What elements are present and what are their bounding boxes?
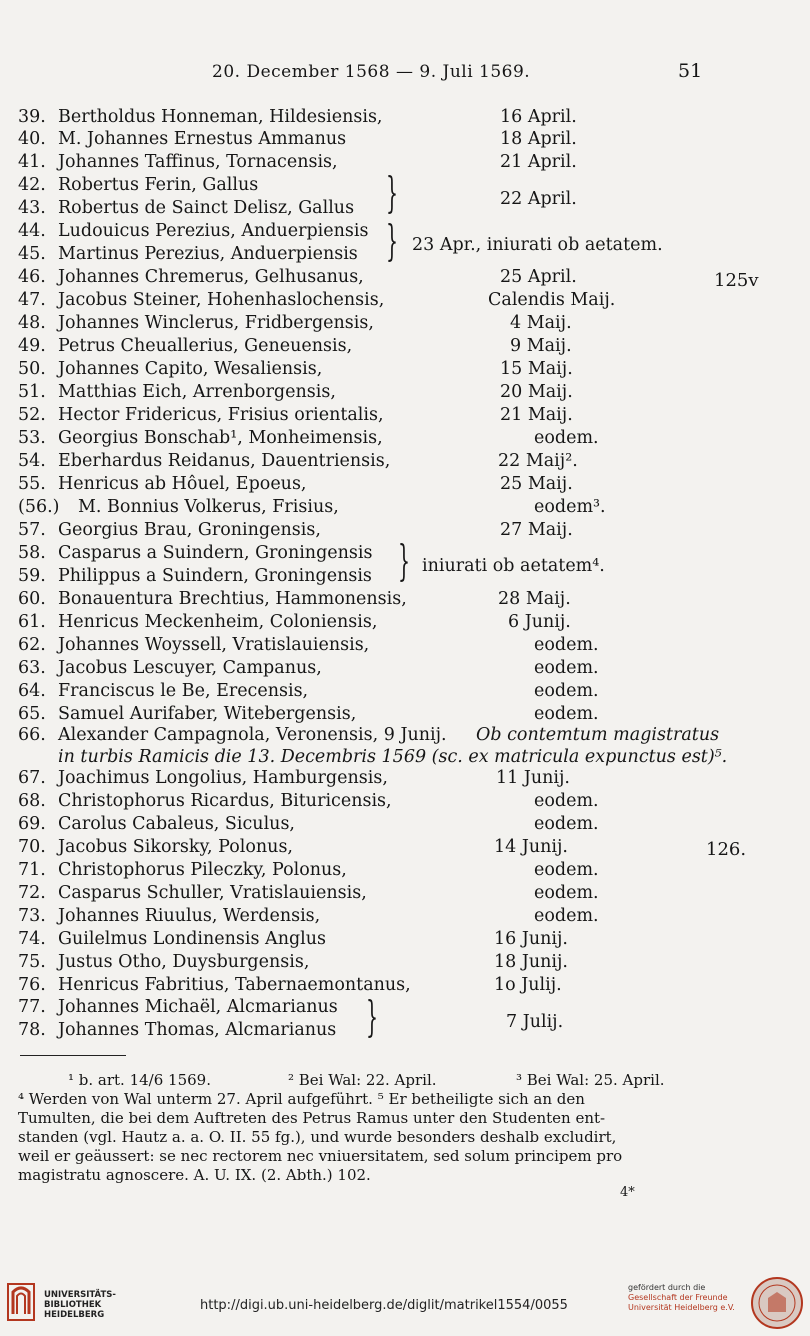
entry-row <box>18 611 778 633</box>
signature-mark: 4* <box>620 1185 635 1200</box>
footnote-3: ³ Bei Wal: 25. April. <box>516 1071 665 1089</box>
entry-row <box>18 680 778 702</box>
entry-number: 70. <box>18 837 46 857</box>
entry-name: Christophorus Pileczky, Polonus, <box>58 860 347 880</box>
entry-name: Jacobus Steiner, Hohenhaslochensis, <box>58 290 385 310</box>
entry-row <box>18 836 778 858</box>
entry-name: Alexander Campagnola, Veronensis, 9 Junij. <box>58 725 447 745</box>
entry-date: eodem. <box>534 428 599 448</box>
entry-number: 42. <box>18 175 46 195</box>
entry-date: eodem. <box>534 704 599 724</box>
entry-number: 65. <box>18 704 46 724</box>
entry-number: 40. <box>18 129 46 149</box>
footnote-4-5: ⁴ Werden von Wal unterm 27. April aufgeführt. ⁵ Er betheiligte sich an den <box>18 1090 585 1108</box>
entry-date: 6 Junij. <box>508 612 571 632</box>
entry-date: 21 April. <box>500 152 577 172</box>
entry-name: Jacobus Sikorsky, Polonus, <box>58 837 293 857</box>
entry-number: 39. <box>18 107 46 127</box>
entry-date: 11 Junij. <box>496 768 570 788</box>
entry-number: 47. <box>18 290 46 310</box>
entry-name: Matthias Eich, Arrenborgensis, <box>58 382 336 402</box>
entry-row <box>18 882 778 904</box>
entry-date: 16 Junij. <box>494 929 568 949</box>
footnote-rule <box>20 1055 126 1056</box>
entry-name: Casparus a Suindern, Groningensis <box>58 543 373 563</box>
entry-date: eodem. <box>534 814 599 834</box>
entry-row <box>18 496 778 518</box>
entry-date: eodem. <box>534 883 599 903</box>
entry-row <box>18 266 778 288</box>
entry-date: eodem. <box>534 860 599 880</box>
entry-date: eodem. <box>534 681 599 701</box>
footnote-text: weil er geäussert: se nec rectorem nec vniuersitatem, sed solum principem pro <box>18 1147 623 1165</box>
entry-number: 51. <box>18 382 46 402</box>
entry-number: 48. <box>18 313 46 333</box>
entry-name: Johannes Riuulus, Werdensis, <box>58 906 321 926</box>
entry-row <box>18 588 778 610</box>
entry-row <box>18 473 778 495</box>
entry-number: 71. <box>18 860 46 880</box>
sponsor-name-line2: Universität Heidelberg e.V. <box>628 1303 735 1312</box>
library-name-line1: UNIVERSITÄTS- <box>44 1290 116 1300</box>
entry-name: Carolus Cabaleus, Siculus, <box>58 814 295 834</box>
entry-row <box>18 312 778 334</box>
entry-name: Martinus Perezius, Anduerpiensis <box>58 244 358 264</box>
footnote-text: standen (vgl. Hautz a. a. O. II. 55 fg.), und wurde besonders deshalb excludirt, <box>18 1128 617 1146</box>
entry-name: Ludouicus Perezius, Anduerpiensis <box>58 221 369 241</box>
entry-row <box>18 905 778 927</box>
entry-row <box>18 358 778 380</box>
entry-date: 25 Maij. <box>500 474 573 494</box>
entry-date: 15 Maij. <box>500 359 573 379</box>
library-name-line2: BIBLIOTHEK <box>44 1300 102 1310</box>
brace-58-59: } <box>398 536 411 585</box>
entry-number: 54. <box>18 451 46 471</box>
entry-number: 43. <box>18 198 46 218</box>
entry-number: 66. <box>18 725 46 745</box>
entry-row <box>18 128 778 150</box>
entry-66-note-a: Ob contemtum magistratus <box>476 725 720 745</box>
entry-name: Johannes Woyssell, Vratislauiensis, <box>58 635 370 655</box>
entry-number: 77. <box>18 997 46 1017</box>
entry-number: 60. <box>18 589 46 609</box>
entry-number: 64. <box>18 681 46 701</box>
entry-date: eodem. <box>534 658 599 678</box>
entry-date: 9 Maij. <box>510 336 572 356</box>
entry-row <box>18 951 778 973</box>
entry-name: Johannes Michaël, Alcmarianus <box>58 997 338 1017</box>
entry-row <box>18 813 778 835</box>
entry-name: Georgius Bonschab¹, Monheimensis, <box>58 428 383 448</box>
entry-number: 63. <box>18 658 46 678</box>
entry-name: Henricus Fabritius, Tabernaemontanus, <box>58 975 411 995</box>
entry-date: 25 April. <box>500 267 577 287</box>
entry-date: 22 Maij². <box>498 451 578 471</box>
entry-row <box>18 790 778 812</box>
entry-row <box>18 427 778 449</box>
margin-note-125v: 125v <box>714 270 759 291</box>
entry-row <box>18 996 778 1018</box>
entry-date: 16 April. <box>500 107 577 127</box>
entry-number: 68. <box>18 791 46 811</box>
entry-date: eodem. <box>534 791 599 811</box>
entry-row <box>18 381 778 403</box>
entry-number: 69. <box>18 814 46 834</box>
entry-row <box>18 335 778 357</box>
entry-number: (56.) <box>18 497 60 517</box>
entry-name: Philippus a Suindern, Groningensis <box>58 566 372 586</box>
entry-name: Johannes Thomas, Alcmarianus <box>58 1020 337 1040</box>
entry-name: Justus Otho, Duysburgensis, <box>58 952 310 972</box>
entry-name: M. Bonnius Volkerus, Frisius, <box>78 497 339 517</box>
entry-name: Guilelmus Londinensis Anglus <box>58 929 327 949</box>
entry-date: Calendis Maij. <box>488 290 616 310</box>
entry-number: 46. <box>18 267 46 287</box>
entry-number: 41. <box>18 152 46 172</box>
permalink-url[interactable]: http://digi.ub.uni-heidelberg.de/diglit/matrikel1554/0055 <box>200 1298 568 1313</box>
entry-date: eodem. <box>534 635 599 655</box>
entry-number: 74. <box>18 929 46 949</box>
entry-number: 75. <box>18 952 46 972</box>
group-date-44-45: 23 Apr., iniurati ob aetatem. <box>412 235 663 255</box>
entry-name: Petrus Cheuallerius, Geneuensis, <box>58 336 353 356</box>
entry-row <box>18 404 778 426</box>
group-date-42-43: 22 April. <box>500 189 577 209</box>
entry-date: 18 Junij. <box>494 952 568 972</box>
entry-number: 57. <box>18 520 46 540</box>
footnote-line-5 <box>18 1147 708 1166</box>
entry-name: Johannes Capito, Wesaliensis, <box>58 359 323 379</box>
entry-row <box>18 289 778 311</box>
footer-bar <box>0 1268 810 1336</box>
footnote-1: ¹ b. art. 14/6 1569. <box>68 1071 211 1089</box>
entry-date: 28 Maij. <box>498 589 571 609</box>
entry-date: 21 Maij. <box>500 405 573 425</box>
entry-date: eodem³. <box>534 497 606 517</box>
sponsor-intro: gefördert durch die <box>628 1283 706 1292</box>
footnote-text: magistratu agnoscere. A. U. IX. (2. Abth.) 102. <box>18 1166 371 1184</box>
entry-name: M. Johannes Ernestus Ammanus <box>58 129 347 149</box>
entry-number: 67. <box>18 768 46 788</box>
footnote-line-4 <box>18 1128 708 1147</box>
entry-name: Henricus Meckenheim, Coloniensis, <box>58 612 378 632</box>
entry-number: 55. <box>18 474 46 494</box>
entry-name: Henricus ab Hôuel, Epoeus, <box>58 474 307 494</box>
entry-date: 4 Maij. <box>510 313 572 333</box>
entry-number: 58. <box>18 543 46 563</box>
entry-number: 50. <box>18 359 46 379</box>
running-header <box>0 60 810 88</box>
entry-name: Johannes Taffinus, Tornacensis, <box>58 152 338 172</box>
page-number: 51 <box>678 60 703 82</box>
entry-name: Casparus Schuller, Vratislauiensis, <box>58 883 367 903</box>
footnote-line-2 <box>18 1090 708 1109</box>
entry-number: 45. <box>18 244 46 264</box>
brace-42-43: } <box>386 168 399 217</box>
entry-row <box>18 657 778 679</box>
brace-44-45: } <box>386 216 399 265</box>
entry-name: Samuel Aurifaber, Witebergensis, <box>58 704 357 724</box>
entry-date: 1o Julij. <box>494 975 562 995</box>
entry-name: Franciscus le Be, Erecensis, <box>58 681 309 701</box>
entry-name: Christophorus Ricardus, Bituricensis, <box>58 791 392 811</box>
entry-name: Hector Fridericus, Frisius orientalis, <box>58 405 384 425</box>
entry-row <box>18 106 778 128</box>
library-logo-icon <box>6 1280 36 1324</box>
entry-row <box>18 767 778 789</box>
entry-66-note-b: in turbis Ramicis die 13. Decembris 1569 (sc. ex matricula expunctus est)⁵. <box>58 747 728 767</box>
entry-name: Bonauentura Brechtius, Hammonensis, <box>58 589 407 609</box>
library-name-line3: HEIDELBERG <box>44 1310 105 1320</box>
entry-number: 53. <box>18 428 46 448</box>
entry-name: Joachimus Longolius, Hamburgensis, <box>58 768 388 788</box>
entry-number: 72. <box>18 883 46 903</box>
entry-name: Georgius Brau, Groningensis, <box>58 520 321 540</box>
brace-77-78: } <box>366 992 379 1041</box>
entry-name: Jacobus Lescuyer, Campanus, <box>58 658 322 678</box>
entry-name: Robertus Ferin, Gallus <box>58 175 259 195</box>
entry-date: 27 Maij. <box>500 520 573 540</box>
header-title: 20. December 1568 — 9. Juli 1569. <box>212 62 531 82</box>
sponsor-text <box>628 1283 735 1313</box>
entry-row <box>18 634 778 656</box>
entry-number: 73. <box>18 906 46 926</box>
sponsor-name-line1: Gesellschaft der Freunde <box>628 1293 728 1302</box>
university-seal-icon <box>750 1276 804 1330</box>
entry-date: 20 Maij. <box>500 382 573 402</box>
footnote-2: ² Bei Wal: 22. April. <box>288 1071 437 1089</box>
entry-name: Eberhardus Reidanus, Dauentriensis, <box>58 451 391 471</box>
entry-row <box>18 928 778 950</box>
entry-number: 62. <box>18 635 46 655</box>
entry-number: 44. <box>18 221 46 241</box>
entry-number: 49. <box>18 336 46 356</box>
entry-date: 14 Junij. <box>494 837 568 857</box>
footnote-line-3 <box>18 1109 708 1128</box>
footnote-line-6 <box>18 1166 708 1185</box>
entry-row <box>18 859 778 881</box>
footnote-text: Tumulten, die bei dem Auftreten des Petrus Ramus unter den Studenten ent- <box>18 1109 606 1127</box>
library-name[interactable] <box>44 1290 116 1320</box>
entry-number: 52. <box>18 405 46 425</box>
entry-row <box>18 974 778 996</box>
entry-name: Bertholdus Honneman, Hildesiensis, <box>58 107 383 127</box>
entry-number: 61. <box>18 612 46 632</box>
entry-name: Johannes Chremerus, Gelhusanus, <box>58 267 364 287</box>
entry-row <box>18 450 778 472</box>
entry-number: 59. <box>18 566 46 586</box>
entry-number: 78. <box>18 1020 46 1040</box>
margin-note-126: 126. <box>706 839 747 860</box>
entry-name: Robertus de Sainct Delisz, Gallus <box>58 198 355 218</box>
entry-number: 76. <box>18 975 46 995</box>
entry-name: Johannes Winclerus, Fridbergensis, <box>58 313 374 333</box>
entry-date: eodem. <box>534 906 599 926</box>
entry-row <box>18 1019 778 1041</box>
group-date-77-78: 7 Julij. <box>506 1012 564 1032</box>
entry-row <box>18 703 778 725</box>
group-date-58-59: iniurati ob aetatem⁴. <box>422 556 605 576</box>
entry-date: 18 April. <box>500 129 577 149</box>
